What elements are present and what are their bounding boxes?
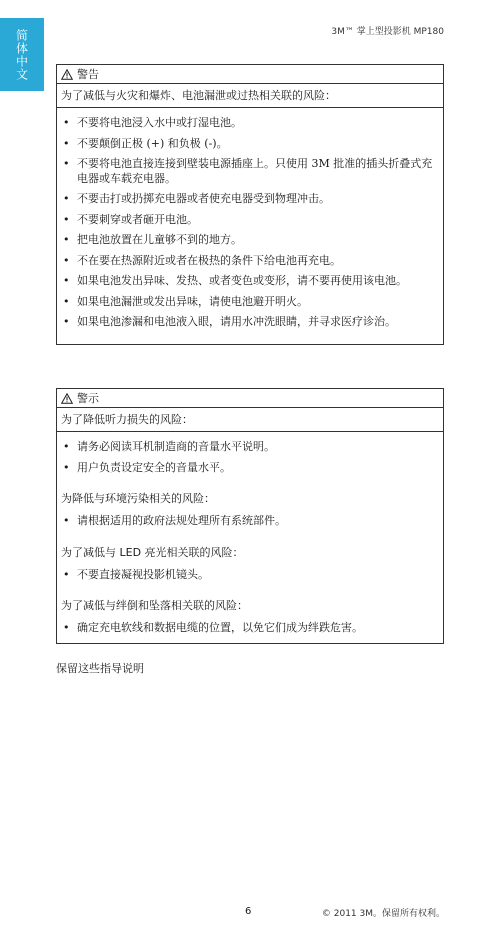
warning-list-item: • 如果电池渗漏和电池液入眼，请用水冲洗眼睛，并寻求医疗诊治。 (61, 315, 437, 330)
warning-risk-title: 为了减低与火灾和爆炸、电池漏泄或过热相关联的风险： (57, 84, 443, 108)
warning-list-item: • 不在要在热源附近或者在极热的条件下给电池再充电。 (61, 254, 437, 269)
caution-section (57, 536, 443, 590)
warning-box-heading (57, 65, 443, 84)
warning-list-item: • 不要击打或扔掷充电器或者使充电器受到物理冲击。 (61, 192, 437, 207)
caution-risk-title: 为降低与环境污染相关的风险： (61, 492, 215, 505)
caution-heading-text: 警示 (77, 392, 99, 405)
warning-list-item: • 把电池放置在儿童够不到的地方。 (61, 233, 437, 248)
caution-box (56, 388, 444, 644)
caution-list (57, 615, 443, 636)
caution-section (57, 408, 443, 482)
caution-risk-title: 为了减低与绊倒和坠落相关联的风险： (61, 599, 248, 612)
caution-list (57, 508, 443, 529)
caution-list (57, 562, 443, 583)
warning-box (56, 64, 444, 345)
caution-list-item: • 请务必阅读耳机制造商的音量水平说明。 (61, 440, 437, 455)
warning-heading-text: 警告 (77, 68, 99, 81)
warning-list-item: • 不要颠倒正极 (+) 和负极 (-)。 (61, 137, 437, 152)
warning-list-item: • 如果电池漏泄或发出异味，请使电池避开明火。 (61, 295, 437, 310)
caution-list-item: • 不要直接凝视投影机镜头。 (61, 568, 437, 583)
warning-triangle-icon (61, 69, 73, 80)
language-tab-label: 简体中文 (14, 28, 29, 81)
warning-triangle-icon (61, 393, 73, 404)
warning-list-item: • 不要将电池浸入水中或打湿电池。 (61, 116, 437, 131)
warning-list-item: • 不要刺穿或者砸开电池。 (61, 213, 437, 228)
warning-list (57, 108, 443, 344)
caution-list-item: • 确定充电软线和数据电缆的位置，以免它们成为绊跌危害。 (61, 621, 437, 636)
language-tab (0, 18, 44, 91)
copyright: © 2011 3M。保留所有权利。 (321, 909, 445, 919)
caution-box-heading (57, 389, 443, 408)
caution-risk-title: 为了减低与 LED 亮光相关联的风险： (61, 545, 244, 559)
caution-section (57, 482, 443, 536)
header-title: 3M™ 掌上型投影机 MP180 (331, 27, 444, 37)
caution-list (57, 440, 443, 475)
warning-list-item: • 如果电池发出异味、发热、或者变色或变形，请不要再使用该电池。 (61, 274, 437, 289)
caution-sections (57, 408, 443, 643)
warning-list-item: • 不要将电池直接连接到壁装电源插座上。只使用 3M 批准的插头折叠式充电器或车载充电器。 (61, 157, 437, 186)
caution-risk-title: 为了降低听力损失的风险： (57, 408, 443, 432)
caution-section (57, 589, 443, 643)
caution-list-item: • 用户负责设定安全的音量水平。 (61, 461, 437, 476)
page-number: 6 (245, 906, 252, 917)
keep-instructions-note: 保留这些指导说明 (56, 662, 144, 675)
caution-list-item: • 请根据适用的政府法规处理所有系统部件。 (61, 514, 437, 529)
